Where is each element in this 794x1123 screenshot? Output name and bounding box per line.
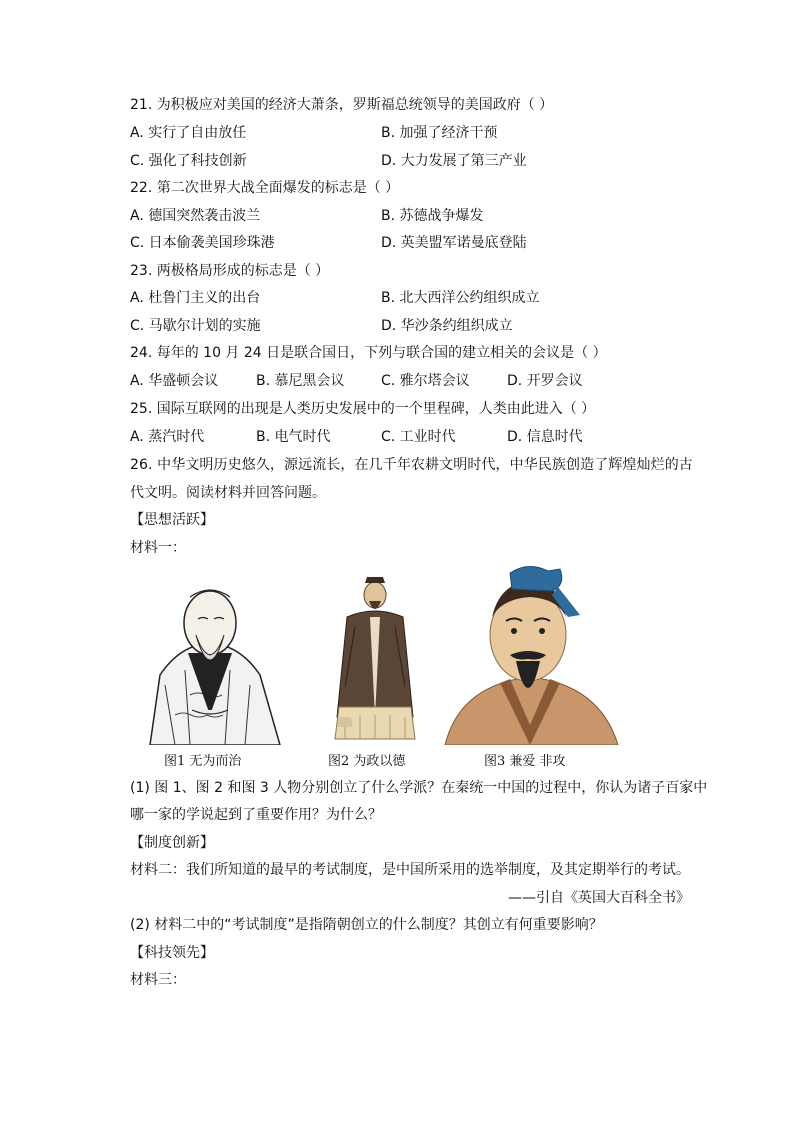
q23-option-d: D. 华沙条约组织成立: [381, 318, 513, 334]
q24-option-b: B. 慕尼黑会议: [256, 373, 345, 389]
material-2-citation: ——引自《英国大百科全书》: [508, 890, 690, 906]
q22-option-b: B. 苏德战争爆发: [381, 208, 484, 224]
q26-stem-line2: 代文明。阅读材料并回答问题。: [130, 485, 326, 501]
section-institution: 【制度创新】: [130, 835, 214, 851]
q21-option-d: D. 大力发展了第三产业: [381, 153, 527, 169]
q25-option-a: A. 蒸汽时代: [130, 429, 205, 445]
q21-stem: 21. 为积极应对美国的经济大萧条，罗斯福总统领导的美国政府（ ）: [130, 97, 554, 113]
q25-stem: 25. 国际互联网的出现是人类历史发展中的一个里程碑，人类由此进入（ ）: [130, 401, 596, 417]
q23-option-b: B. 北大西洋公约组织成立: [381, 290, 540, 306]
q22-stem: 22. 第二次世界大战全面爆发的标志是（ ）: [130, 180, 400, 196]
section-technology: 【科技领先】: [130, 945, 214, 961]
material-1-label: 材料一：: [130, 540, 186, 556]
q25-option-c: C. 工业时代: [381, 429, 456, 445]
sub-question-1-line2: 哪一家的学说起到了重要作用？为什么？: [130, 807, 382, 823]
figure-1-caption: 图1 无为而治: [164, 754, 242, 769]
figure-2-caption: 图2 为政以德: [328, 754, 406, 769]
q26-stem-line1: 26. 中华文明历史悠久，源远流长，在几千年农耕文明时代，中华民族创造了辉煌灿烂的古: [130, 457, 693, 473]
q21-option-a: A. 实行了自由放任: [130, 125, 247, 141]
q24-option-d: D. 开罗会议: [507, 373, 583, 389]
q22-option-c: C. 日本偷袭美国珍珠港: [130, 235, 275, 251]
q22-option-a: A. 德国突然袭击波兰: [130, 208, 261, 224]
sub-question-1-line1: (1) 图 1、图 2 和图 3 人物分别创立了什么学派？在秦统一中国的过程中，你认为诸子百家中: [130, 780, 708, 796]
material-2: 材料二：我们所知道的最早的考试制度，是中国所采用的选举制度，及其定期举行的考试。: [130, 862, 690, 878]
figure-3-caption: 图3 兼爱 非攻: [484, 754, 566, 769]
material-3-label: 材料三：: [130, 972, 186, 988]
q23-stem: 23. 两极格局形成的标志是（ ）: [130, 263, 330, 279]
figure-2-confucius-image: [325, 567, 425, 745]
figure-1-laozi-image: [130, 575, 290, 745]
q24-option-c: C. 雅尔塔会议: [381, 373, 470, 389]
q24-stem: 24. 每年的 10 月 24 日是联合国日，下列与联合国的建立相关的会议是（ ）: [130, 345, 607, 361]
q24-option-a: A. 华盛顿会议: [130, 373, 219, 389]
q21-option-b: B. 加强了经济干预: [381, 125, 498, 141]
q21-option-c: C. 强化了科技创新: [130, 153, 247, 169]
sub-question-2: (2) 材料二中的“考试制度”是指隋朝创立的什么制度？其创立有何重要影响？: [130, 917, 603, 933]
q23-option-a: A. 杜鲁门主义的出台: [130, 290, 261, 306]
q25-option-d: D. 信息时代: [507, 429, 583, 445]
q22-option-d: D. 英美盟军诺曼底登陆: [381, 235, 527, 251]
q23-option-c: C. 马歇尔计划的实施: [130, 318, 261, 334]
figure-3-mozi-image: [440, 565, 620, 745]
q25-option-b: B. 电气时代: [256, 429, 331, 445]
figures-row: [130, 565, 690, 745]
section-thought: 【思想活跃】: [130, 512, 214, 528]
